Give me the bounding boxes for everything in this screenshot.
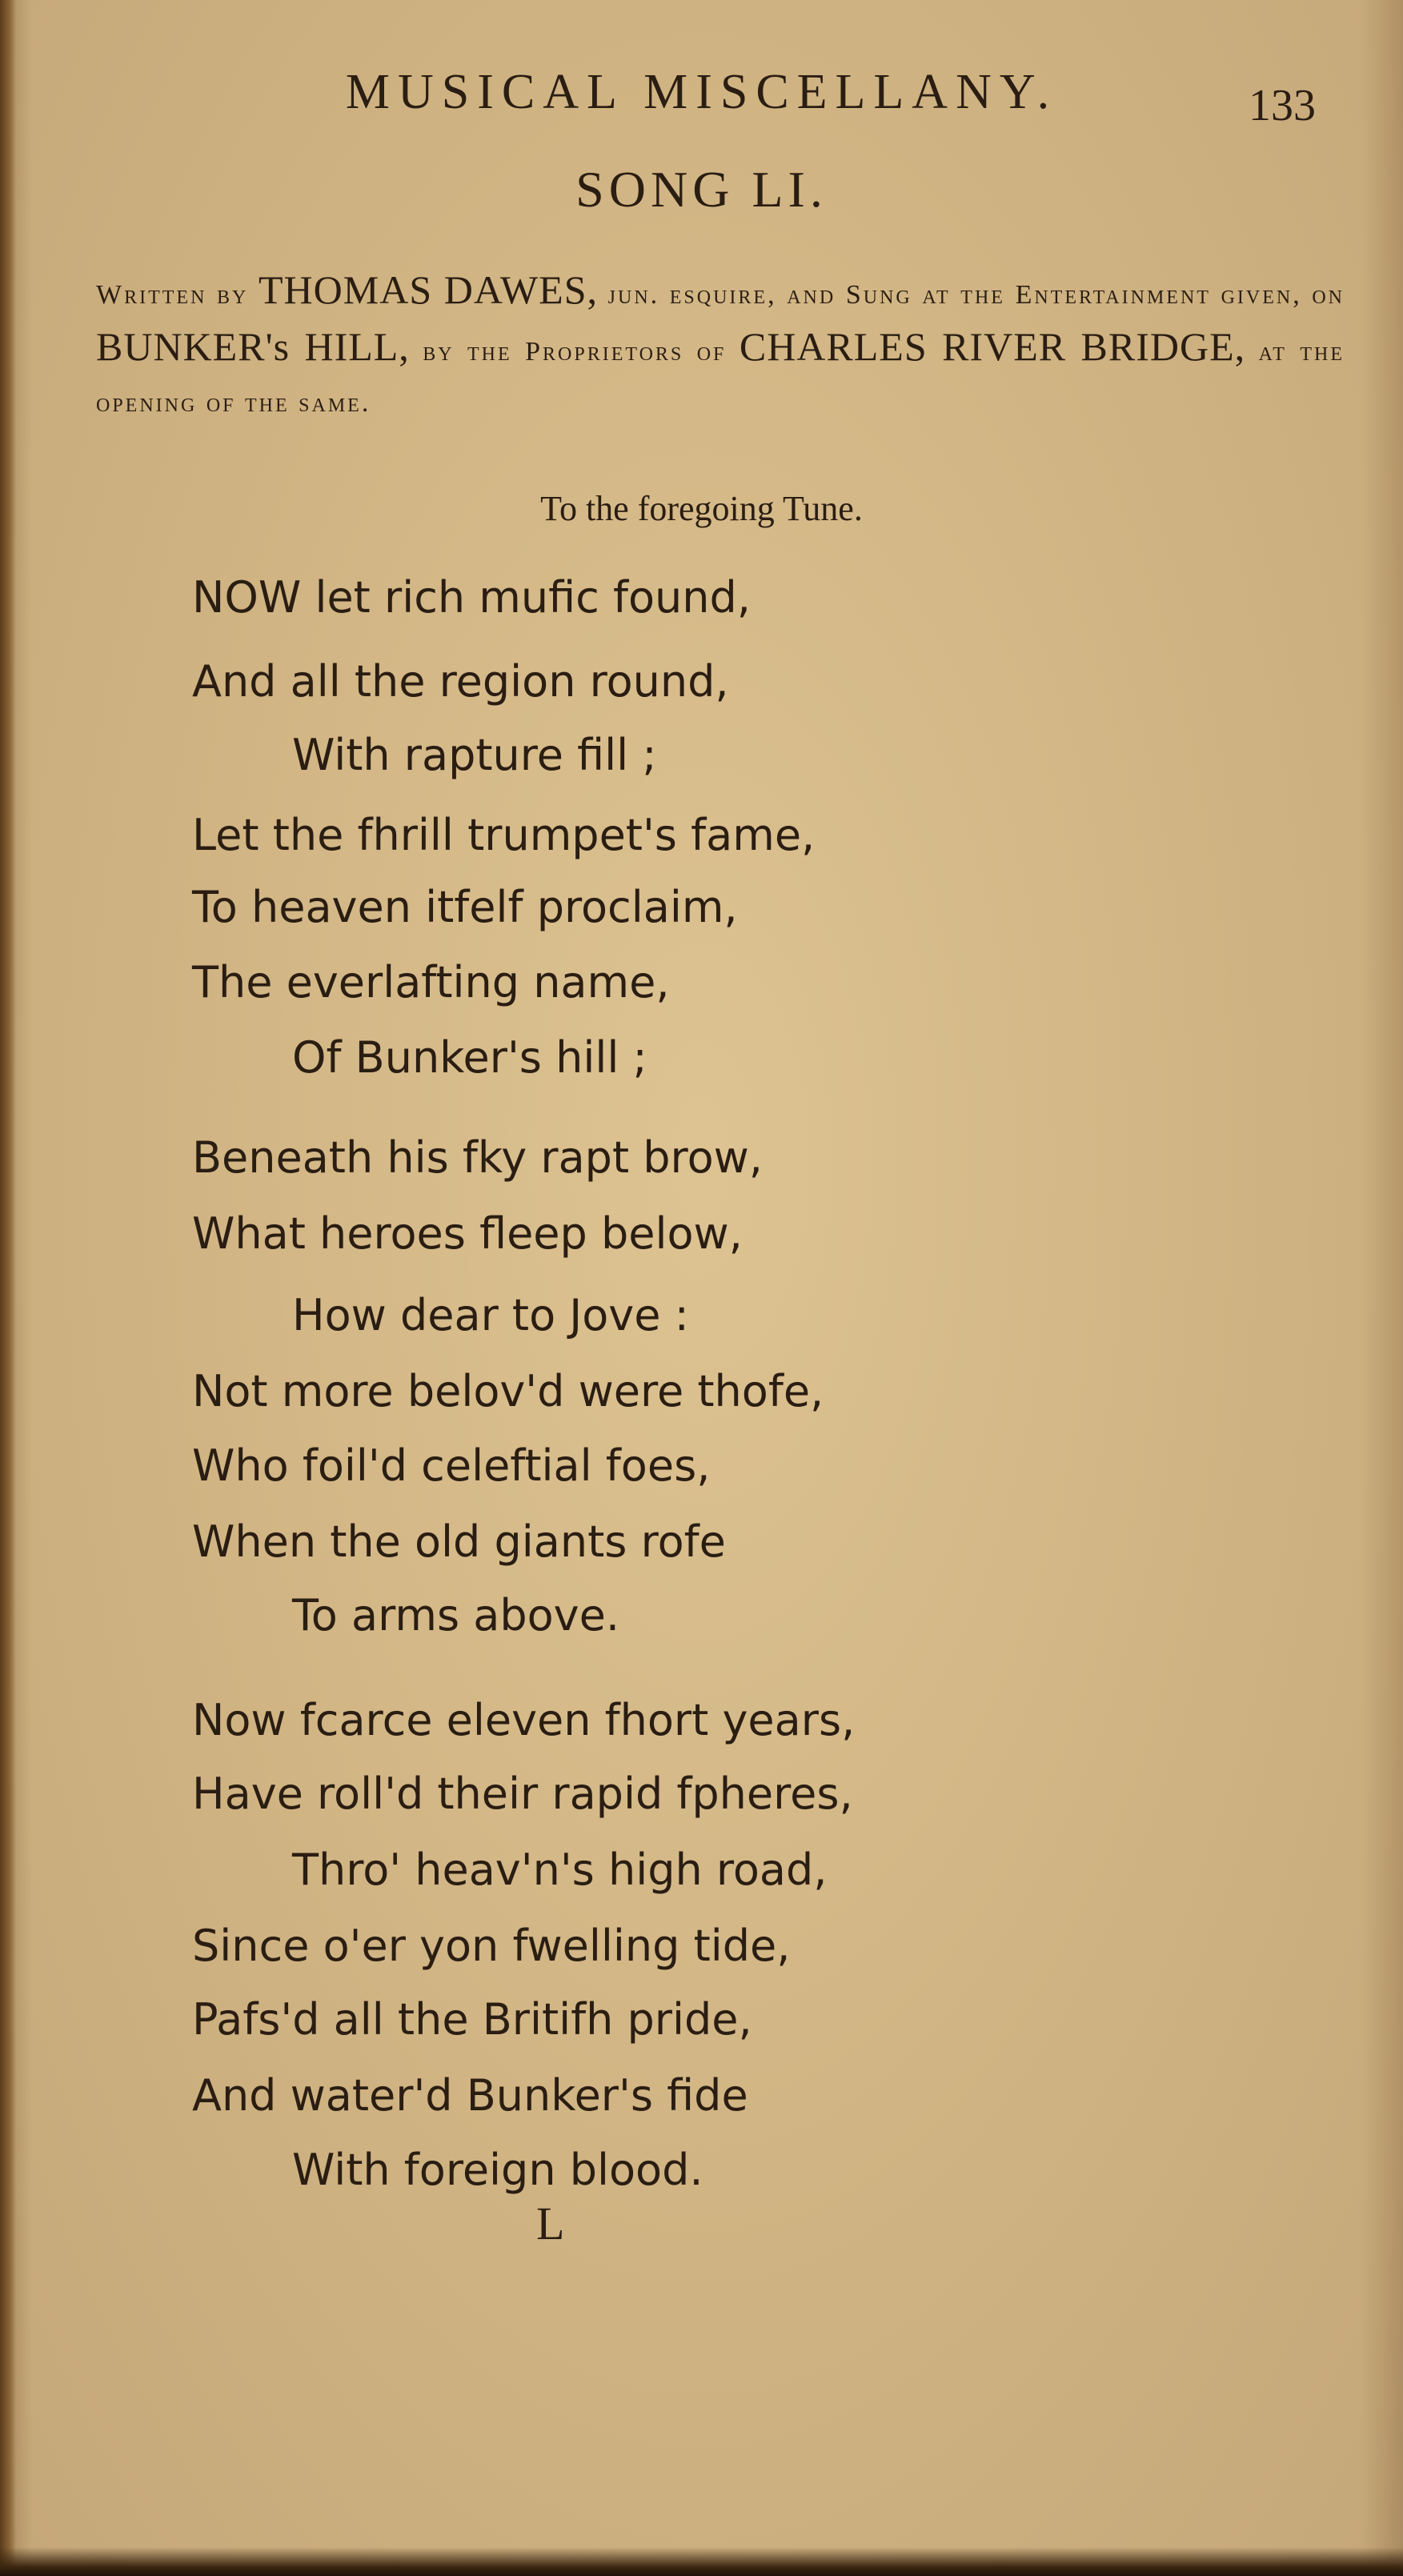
- poem-line: Who foil'd celeftial foes,: [192, 1440, 711, 1491]
- signature-mark: L: [536, 2197, 565, 2249]
- poem-line: What heroes fleep below,: [192, 1208, 743, 1259]
- poem-line: And all the region round,: [192, 656, 729, 707]
- preface-bridge: CHARLES RIVER BRIDGE,: [739, 324, 1246, 369]
- poem-line: NOW let rich mufic found,: [192, 572, 751, 623]
- tune-note: To the foregoing Tune.: [540, 489, 863, 528]
- page-number: 133: [1249, 81, 1316, 130]
- poem-line: Of Bunker's hill ;: [292, 1032, 647, 1083]
- poem-line: The everlafting name,: [192, 957, 670, 1008]
- poem-line: Now fcarce eleven fhort years,: [192, 1695, 856, 1745]
- poem-line: With rapture fill ;: [292, 730, 657, 780]
- poem-line: Thro' heav'n's high road,: [292, 1845, 828, 1895]
- poem-line: To arms above.: [292, 1590, 620, 1641]
- poem-line: Pafs'd all the Britifh pride,: [192, 1994, 752, 2045]
- preface-opening: at the opening of the same.: [96, 337, 1345, 418]
- preface-by: by the Proprietors of: [423, 337, 727, 367]
- song-title: SONG LI.: [575, 161, 828, 218]
- poem-line: Not more belov'd were thofe,: [192, 1366, 824, 1416]
- poem-line: Let the fhrill trumpet's fame,: [192, 810, 816, 860]
- preface-written-by: Written by: [96, 280, 249, 310]
- preface-place: BUNKER's HILL,: [96, 324, 410, 369]
- poem-line: How dear to Jove :: [292, 1290, 689, 1340]
- preface-author: THOMAS DAWES,: [259, 267, 599, 312]
- poem-line: When the old giants rofe: [192, 1516, 726, 1567]
- poem-line: With foreign blood.: [292, 2145, 704, 2195]
- poem-line: And water'd Bunker's fide: [192, 2070, 748, 2121]
- page-bottom-edge: [0, 2547, 1403, 2576]
- poem-line: Beneath his fky rapt brow,: [192, 1132, 763, 1183]
- preface-occasion: jun. esquire, and Sung at the Entertainment given, on: [607, 280, 1345, 310]
- running-head: MUSICAL MISCELLANY.: [345, 65, 1058, 119]
- poem-line: Since o'er yon fwelling tide,: [192, 1921, 791, 1971]
- poem-line: To heaven itfelf proclaim,: [192, 882, 738, 932]
- poem-line: Have roll'd their rapid fpheres,: [192, 1769, 853, 1819]
